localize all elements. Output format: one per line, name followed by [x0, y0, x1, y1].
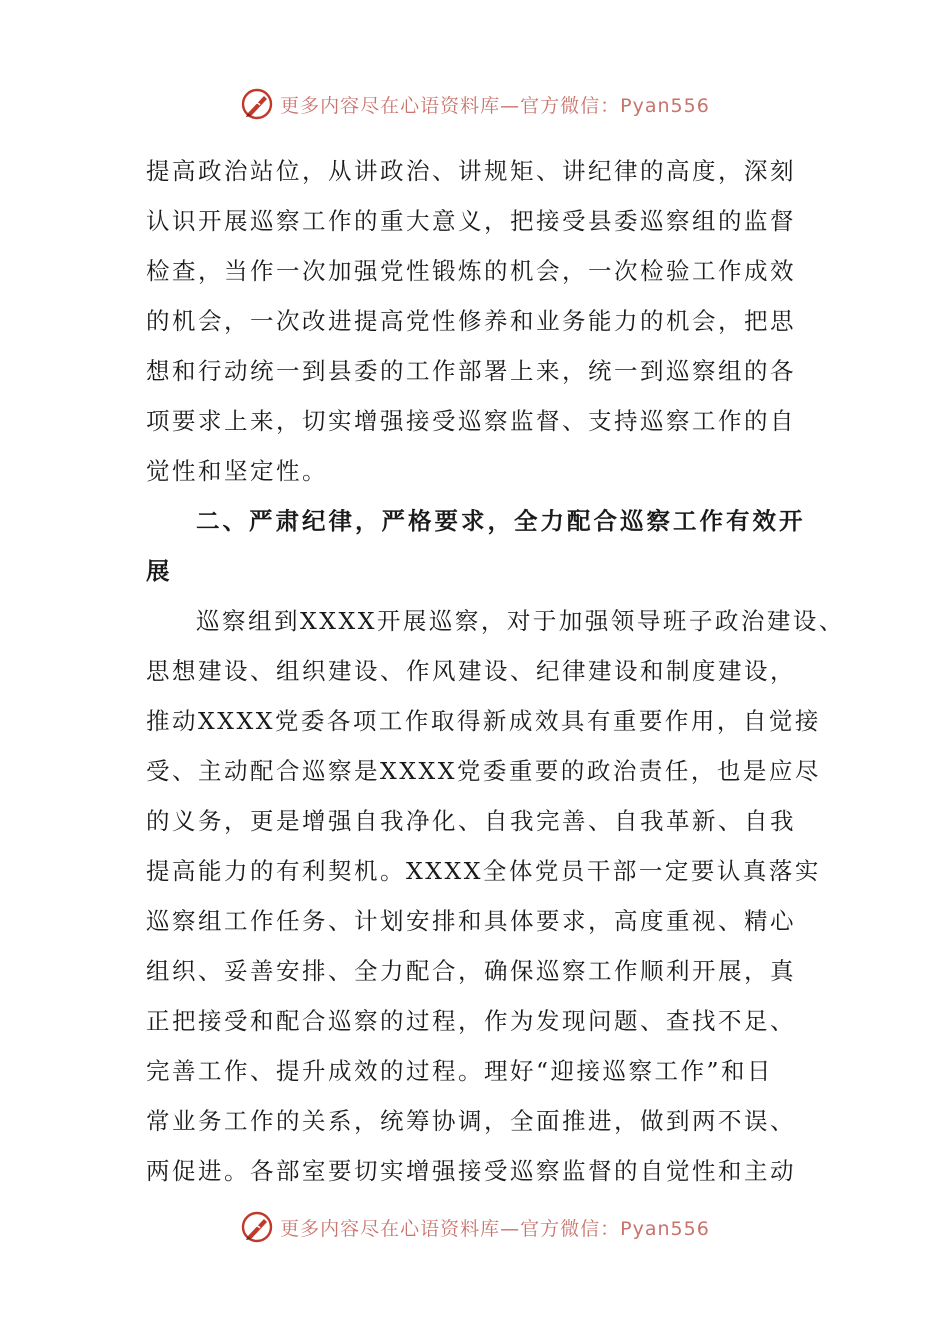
text-line: 正把接受和配合巡察的过程，作为发现问题、查找不足、 — [146, 1007, 796, 1035]
text-line: 的义务，更是增强自我净化、自我完善、自我革新、自我 — [146, 807, 796, 835]
text-line: 提高能力的有利契机。XXXX全体党员干部一定要认真落实 — [146, 857, 821, 885]
text-line: 的机会，一次改进提高党性修养和业务能力的机会，把思 — [146, 307, 796, 335]
text-line: 完善工作、提升成效的过程。理好“迎接巡察工作”和日 — [146, 1057, 774, 1085]
banner-text: 更多内容尽在心语资料库—官方微信：Pyan556 — [280, 94, 710, 117]
text-line: 组织、妥善安排、全力配合，确保巡察工作顺利开展，真 — [146, 957, 796, 985]
text-line: 项要求上来，切实增强接受巡察监督、支持巡察工作的自 — [146, 407, 796, 435]
pen-logo-icon — [240, 87, 274, 121]
section-heading-2 — [146, 496, 806, 596]
text-line: 认识开展巡察工作的重大意义，把接受县委巡察组的监督 — [146, 207, 796, 235]
heading-line: 展 — [146, 557, 173, 585]
paragraph-1 — [146, 146, 796, 496]
text-line: 思想建设、组织建设、作风建设、纪律建设和制度建设， — [146, 657, 796, 685]
footer-banner — [0, 1207, 950, 1247]
text-line: 受、主动配合巡察是XXXX党委重要的政治责任，也是应尽 — [146, 757, 821, 785]
text-line: 推动XXXX党委各项工作取得新成效具有重要作用，自觉接 — [146, 707, 821, 735]
banner-text: 更多内容尽在心语资料库—官方微信：Pyan556 — [280, 1217, 710, 1240]
document-body — [146, 146, 845, 1196]
text-line: 两促进。各部室要切实增强接受巡察监督的自觉性和主动 — [146, 1157, 796, 1185]
text-line: 巡察组到XXXX开展巡察，对于加强领导班子政治建设、 — [196, 607, 845, 635]
text-line: 想和行动统一到县委的工作部署上来，统一到巡察组的各 — [146, 357, 796, 385]
text-line: 觉性和坚定性。 — [146, 457, 328, 485]
header-banner — [0, 84, 950, 124]
text-line: 检查，当作一次加强党性锻炼的机会，一次检验工作成效 — [146, 257, 796, 285]
paragraph-2 — [146, 596, 845, 1196]
heading-line: 二、严肃纪律，严格要求，全力配合巡察工作有效开 — [196, 507, 806, 535]
text-line: 巡察组工作任务、计划安排和具体要求，高度重视、精心 — [146, 907, 796, 935]
text-line: 常业务工作的关系，统筹协调，全面推进，做到两不误、 — [146, 1107, 796, 1135]
text-line: 提高政治站位，从讲政治、讲规矩、讲纪律的高度，深刻 — [146, 157, 796, 185]
pen-logo-icon — [240, 1210, 274, 1244]
